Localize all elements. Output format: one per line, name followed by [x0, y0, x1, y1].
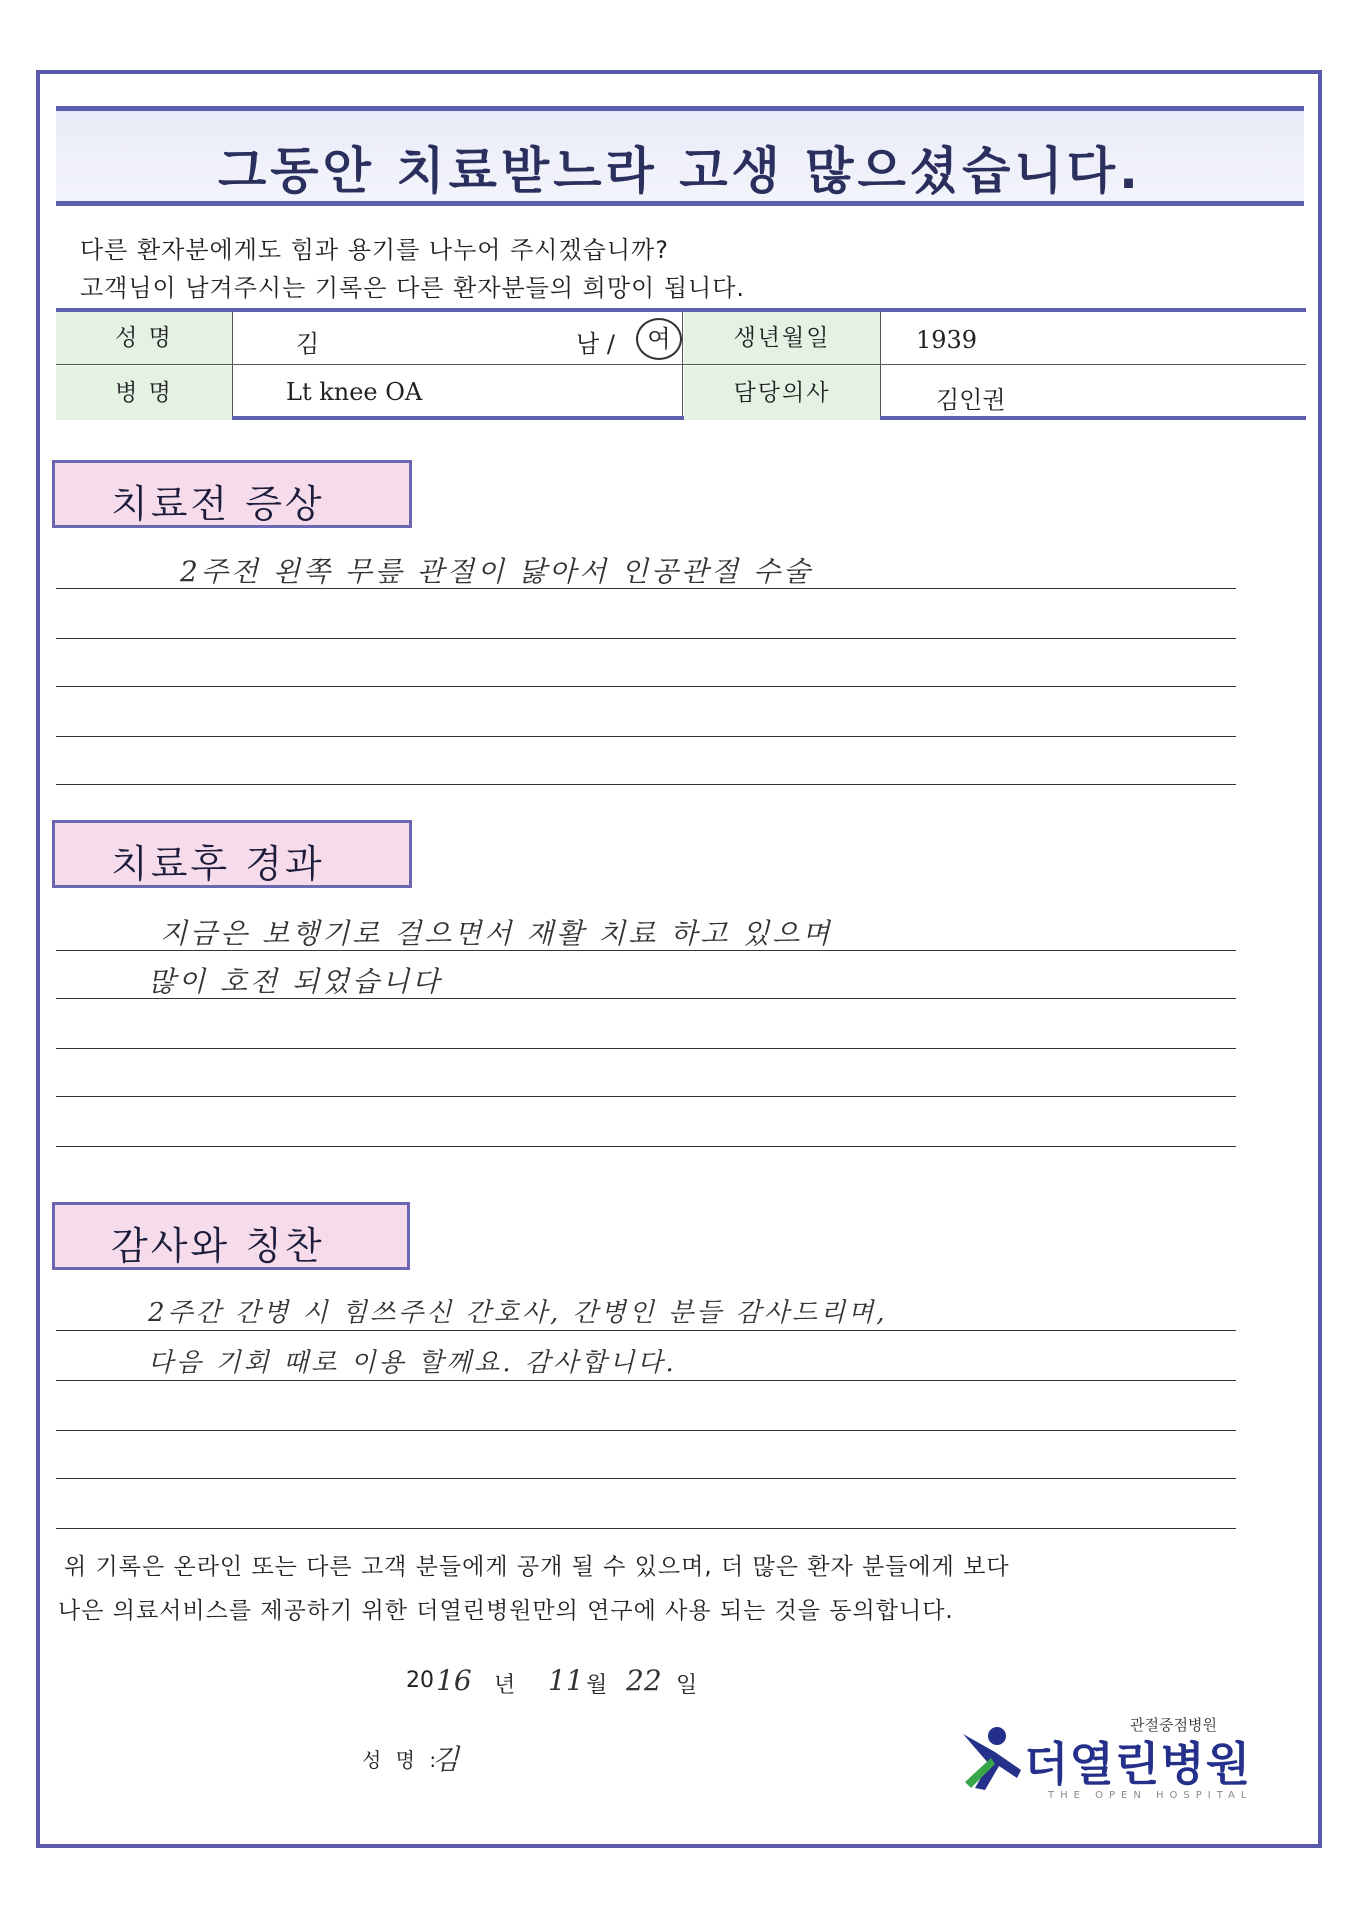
table-divider — [880, 312, 881, 416]
writing-line — [56, 588, 1236, 589]
disease-value: Lt knee OA — [286, 378, 423, 406]
name-value: 김 — [296, 330, 320, 358]
consent-line-2: 나은 의료서비스를 제공하기 위한 더열린병원만의 연구에 사용 되는 것을 동의합니다. — [58, 1598, 954, 1624]
date-day-unit: 일 — [676, 1673, 698, 1698]
writing-line — [56, 998, 1236, 999]
writing-line — [56, 950, 1236, 951]
date-prefix: 20 — [406, 1668, 434, 1693]
handwritten-line: 2주간 간병 시 힘쓰주신 간호사, 간병인 분들 감사드리며, — [148, 1298, 888, 1328]
logo-english: THE OPEN HOSPITAL — [1048, 1790, 1253, 1801]
writing-line — [56, 686, 1236, 687]
page-title: 그동안 치료받느라 고생 많으셨습니다. — [217, 142, 1142, 200]
table-row-divider — [56, 364, 1306, 365]
date-day: 22 — [626, 1664, 662, 1697]
writing-line — [56, 736, 1236, 737]
date-month-unit: 월 — [586, 1673, 608, 1698]
logo-subtitle: 관절중점병원 — [1130, 1716, 1217, 1734]
intro-line-1: 다른 환자분에게도 힘과 용기를 나누어 주시겠습니까? — [80, 236, 669, 264]
handwritten-line: 많이 호전 되었습니다 — [148, 965, 443, 998]
section-gratitude — [52, 1202, 410, 1270]
writing-line — [56, 1380, 1236, 1381]
writing-line — [56, 1478, 1236, 1479]
gender-options: 남 / — [576, 330, 615, 358]
table-divider — [232, 312, 233, 416]
writing-line — [56, 1096, 1236, 1097]
handwritten-line: 지금은 보행기로 걸으면서 재활 치료 하고 있으며 — [160, 917, 833, 950]
writing-line — [56, 1330, 1236, 1331]
doctor-label: 담당의사 — [684, 366, 880, 420]
date-year: 16 — [436, 1664, 472, 1697]
section-title: 감사와 칭찬 — [111, 1224, 325, 1268]
section-before-treatment — [52, 460, 412, 528]
signature-label: 성 명 : — [362, 1748, 441, 1772]
patient-info-table — [56, 308, 1306, 420]
writing-line — [56, 784, 1236, 785]
writing-line — [56, 1048, 1236, 1049]
handwritten-line: 2주전 왼쪽 무릎 관절이 닳아서 인공관절 수술 — [180, 555, 814, 588]
hospital-logo-icon — [955, 1724, 1025, 1794]
disease-label: 병 명 — [56, 366, 232, 420]
birth-label: 생년월일 — [684, 312, 880, 364]
writing-line — [56, 1430, 1236, 1431]
table-divider — [682, 312, 683, 416]
birth-value: 1939 — [916, 326, 978, 354]
section-after-treatment — [52, 820, 412, 888]
intro-line-2: 고객님이 남겨주시는 기록은 다른 환자분들의 희망이 됩니다. — [80, 274, 746, 302]
signature-value: 김 — [432, 1743, 460, 1776]
doctor-value: 김인권 — [936, 386, 1006, 414]
section-title: 치료후 경과 — [111, 842, 325, 886]
consent-line-1: 위 기록은 온라인 또는 다른 고객 분들에게 공개 될 수 있으며, 더 많은 환자 분들에게 보다 — [64, 1554, 1010, 1580]
gender-selected-circle: 여 — [636, 318, 682, 360]
name-label: 성 명 — [56, 312, 232, 364]
writing-line — [56, 638, 1236, 639]
logo-name: 더열린병원 — [1024, 1737, 1252, 1791]
writing-line — [56, 1146, 1236, 1147]
date-month: 11 — [548, 1664, 584, 1697]
handwritten-line: 다음 기회 때로 이용 할께요. 감사합니다. — [148, 1348, 677, 1378]
writing-line — [56, 1528, 1236, 1529]
title-banner — [56, 106, 1304, 206]
section-title: 치료전 증상 — [111, 482, 325, 526]
date-year-unit: 년 — [494, 1673, 516, 1698]
